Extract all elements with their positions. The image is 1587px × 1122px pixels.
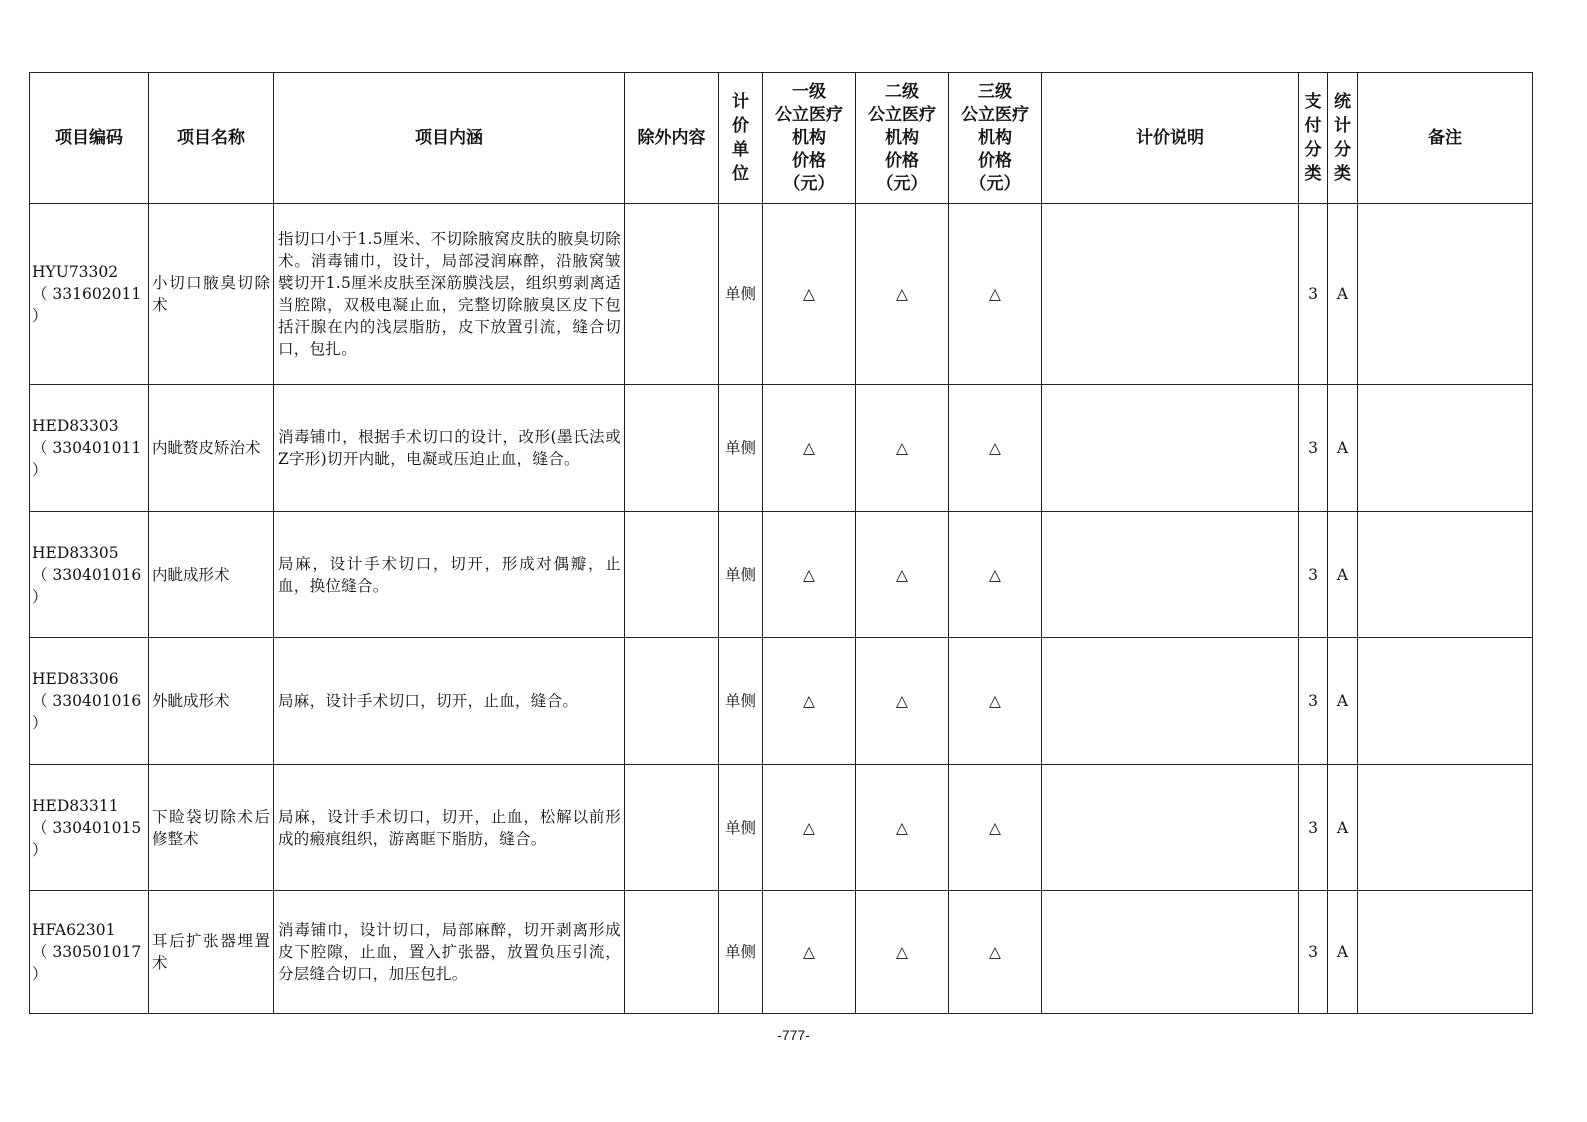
cell-remarks	[1358, 512, 1533, 638]
cell-payment-category: 3	[1299, 512, 1328, 638]
table-row	[30, 638, 1533, 765]
cell-level3-price: △	[949, 204, 1042, 385]
cell-pricing-note	[1042, 385, 1299, 512]
cell-remarks	[1358, 204, 1533, 385]
cell-stat-category: A	[1328, 891, 1358, 1014]
header-unit: 计 价 单 位	[719, 73, 763, 204]
cell-stat-category: A	[1328, 385, 1358, 512]
cell-code: HED83311 （ 330401015 ）	[30, 765, 149, 891]
cell-name: 下睑袋切除术后修整术	[149, 765, 274, 891]
cell-level1-price: △	[763, 385, 856, 512]
table-row	[30, 765, 1533, 891]
cell-content: 指切口小于1.5厘米、不切除腋窝皮肤的腋臭切除术。消毒铺巾，设计，局部浸润麻醉，沿腋窝皱襞切开1.5厘米皮肤至深筋膜浅层，组织剪剥离适当腔隙，双极电凝止血，完整切除腋臭区皮下包括汗腺在内的浅层脂肪，皮下放置引流，缝合切口，包扎。	[274, 204, 625, 385]
table-row	[30, 512, 1533, 638]
cell-payment-category: 3	[1299, 638, 1328, 765]
cell-pricing-note	[1042, 512, 1299, 638]
cell-name: 外眦成形术	[149, 638, 274, 765]
header-name: 项目名称	[149, 73, 274, 204]
cell-name: 耳后扩张器埋置术	[149, 891, 274, 1014]
price-table	[29, 72, 1533, 1014]
cell-payment-category: 3	[1299, 891, 1328, 1014]
header-level1-price: 一级 公立医疗 机构 价格 （元）	[763, 73, 856, 204]
cell-unit: 单侧	[719, 204, 763, 385]
cell-stat-category: A	[1328, 512, 1358, 638]
cell-level2-price: △	[856, 385, 949, 512]
cell-level1-price: △	[763, 765, 856, 891]
cell-excluded	[625, 891, 719, 1014]
cell-content: 局麻，设计手术切口，切开，止血，松解以前形成的瘢痕组织，游离眶下脂肪，缝合。	[274, 765, 625, 891]
table-row	[30, 385, 1533, 512]
cell-pricing-note	[1042, 765, 1299, 891]
cell-stat-category: A	[1328, 204, 1358, 385]
cell-content: 消毒铺巾，设计切口，局部麻醉，切开剥离形成皮下腔隙，止血，置入扩张器，放置负压引流，分层缝合切口，加压包扎。	[274, 891, 625, 1014]
cell-unit: 单侧	[719, 385, 763, 512]
cell-code: HED83305 （ 330401016 ）	[30, 512, 149, 638]
cell-level1-price: △	[763, 891, 856, 1014]
cell-content: 消毒铺巾，根据手术切口的设计，改形(墨氏法或Z字形)切开内眦，电凝或压迫止血，缝合。	[274, 385, 625, 512]
cell-payment-category: 3	[1299, 765, 1328, 891]
cell-level3-price: △	[949, 638, 1042, 765]
cell-remarks	[1358, 891, 1533, 1014]
cell-stat-category: A	[1328, 638, 1358, 765]
table-body	[30, 204, 1533, 1014]
table-row	[30, 891, 1533, 1014]
header-level2-price: 二级 公立医疗 机构 价格 （元）	[856, 73, 949, 204]
cell-level2-price: △	[856, 512, 949, 638]
cell-excluded	[625, 385, 719, 512]
header-stat-category: 统 计 分 类	[1328, 73, 1358, 204]
cell-pricing-note	[1042, 638, 1299, 765]
cell-remarks	[1358, 385, 1533, 512]
cell-level3-price: △	[949, 765, 1042, 891]
cell-code: HED83303 （ 330401011 ）	[30, 385, 149, 512]
cell-level3-price: △	[949, 891, 1042, 1014]
cell-content: 局麻，设计手术切口，切开，形成对偶瓣，止血，换位缝合。	[274, 512, 625, 638]
table-row	[30, 204, 1533, 385]
cell-level1-price: △	[763, 204, 856, 385]
cell-level3-price: △	[949, 385, 1042, 512]
cell-code: HYU73302 （ 331602011 ）	[30, 204, 149, 385]
cell-name: 内眦成形术	[149, 512, 274, 638]
cell-excluded	[625, 765, 719, 891]
cell-level1-price: △	[763, 638, 856, 765]
cell-code: HFA62301 （ 330501017 ）	[30, 891, 149, 1014]
cell-unit: 单侧	[719, 891, 763, 1014]
header-excluded: 除外内容	[625, 73, 719, 204]
cell-level2-price: △	[856, 891, 949, 1014]
header-pricing-note: 计价说明	[1042, 73, 1299, 204]
header-payment-category: 支 付 分 类	[1299, 73, 1328, 204]
cell-level2-price: △	[856, 765, 949, 891]
cell-pricing-note	[1042, 891, 1299, 1014]
cell-pricing-note	[1042, 204, 1299, 385]
cell-remarks	[1358, 765, 1533, 891]
cell-stat-category: A	[1328, 765, 1358, 891]
cell-level3-price: △	[949, 512, 1042, 638]
cell-excluded	[625, 204, 719, 385]
page-number: -777-	[777, 1027, 810, 1043]
cell-name: 内眦赘皮矫治术	[149, 385, 274, 512]
header-level3-price: 三级 公立医疗 机构 价格 （元）	[949, 73, 1042, 204]
cell-unit: 单侧	[719, 765, 763, 891]
header-code: 项目编码	[30, 73, 149, 204]
cell-level2-price: △	[856, 638, 949, 765]
cell-excluded	[625, 638, 719, 765]
cell-remarks	[1358, 638, 1533, 765]
cell-unit: 单侧	[719, 512, 763, 638]
header-row	[30, 73, 1533, 204]
header-content: 项目内涵	[274, 73, 625, 204]
cell-level1-price: △	[763, 512, 856, 638]
header-remarks: 备注	[1358, 73, 1533, 204]
cell-level2-price: △	[856, 204, 949, 385]
cell-excluded	[625, 512, 719, 638]
cell-payment-category: 3	[1299, 385, 1328, 512]
cell-unit: 单侧	[719, 638, 763, 765]
cell-content: 局麻，设计手术切口，切开，止血，缝合。	[274, 638, 625, 765]
cell-code: HED83306 （ 330401016 ）	[30, 638, 149, 765]
cell-payment-category: 3	[1299, 204, 1328, 385]
cell-name: 小切口腋臭切除术	[149, 204, 274, 385]
